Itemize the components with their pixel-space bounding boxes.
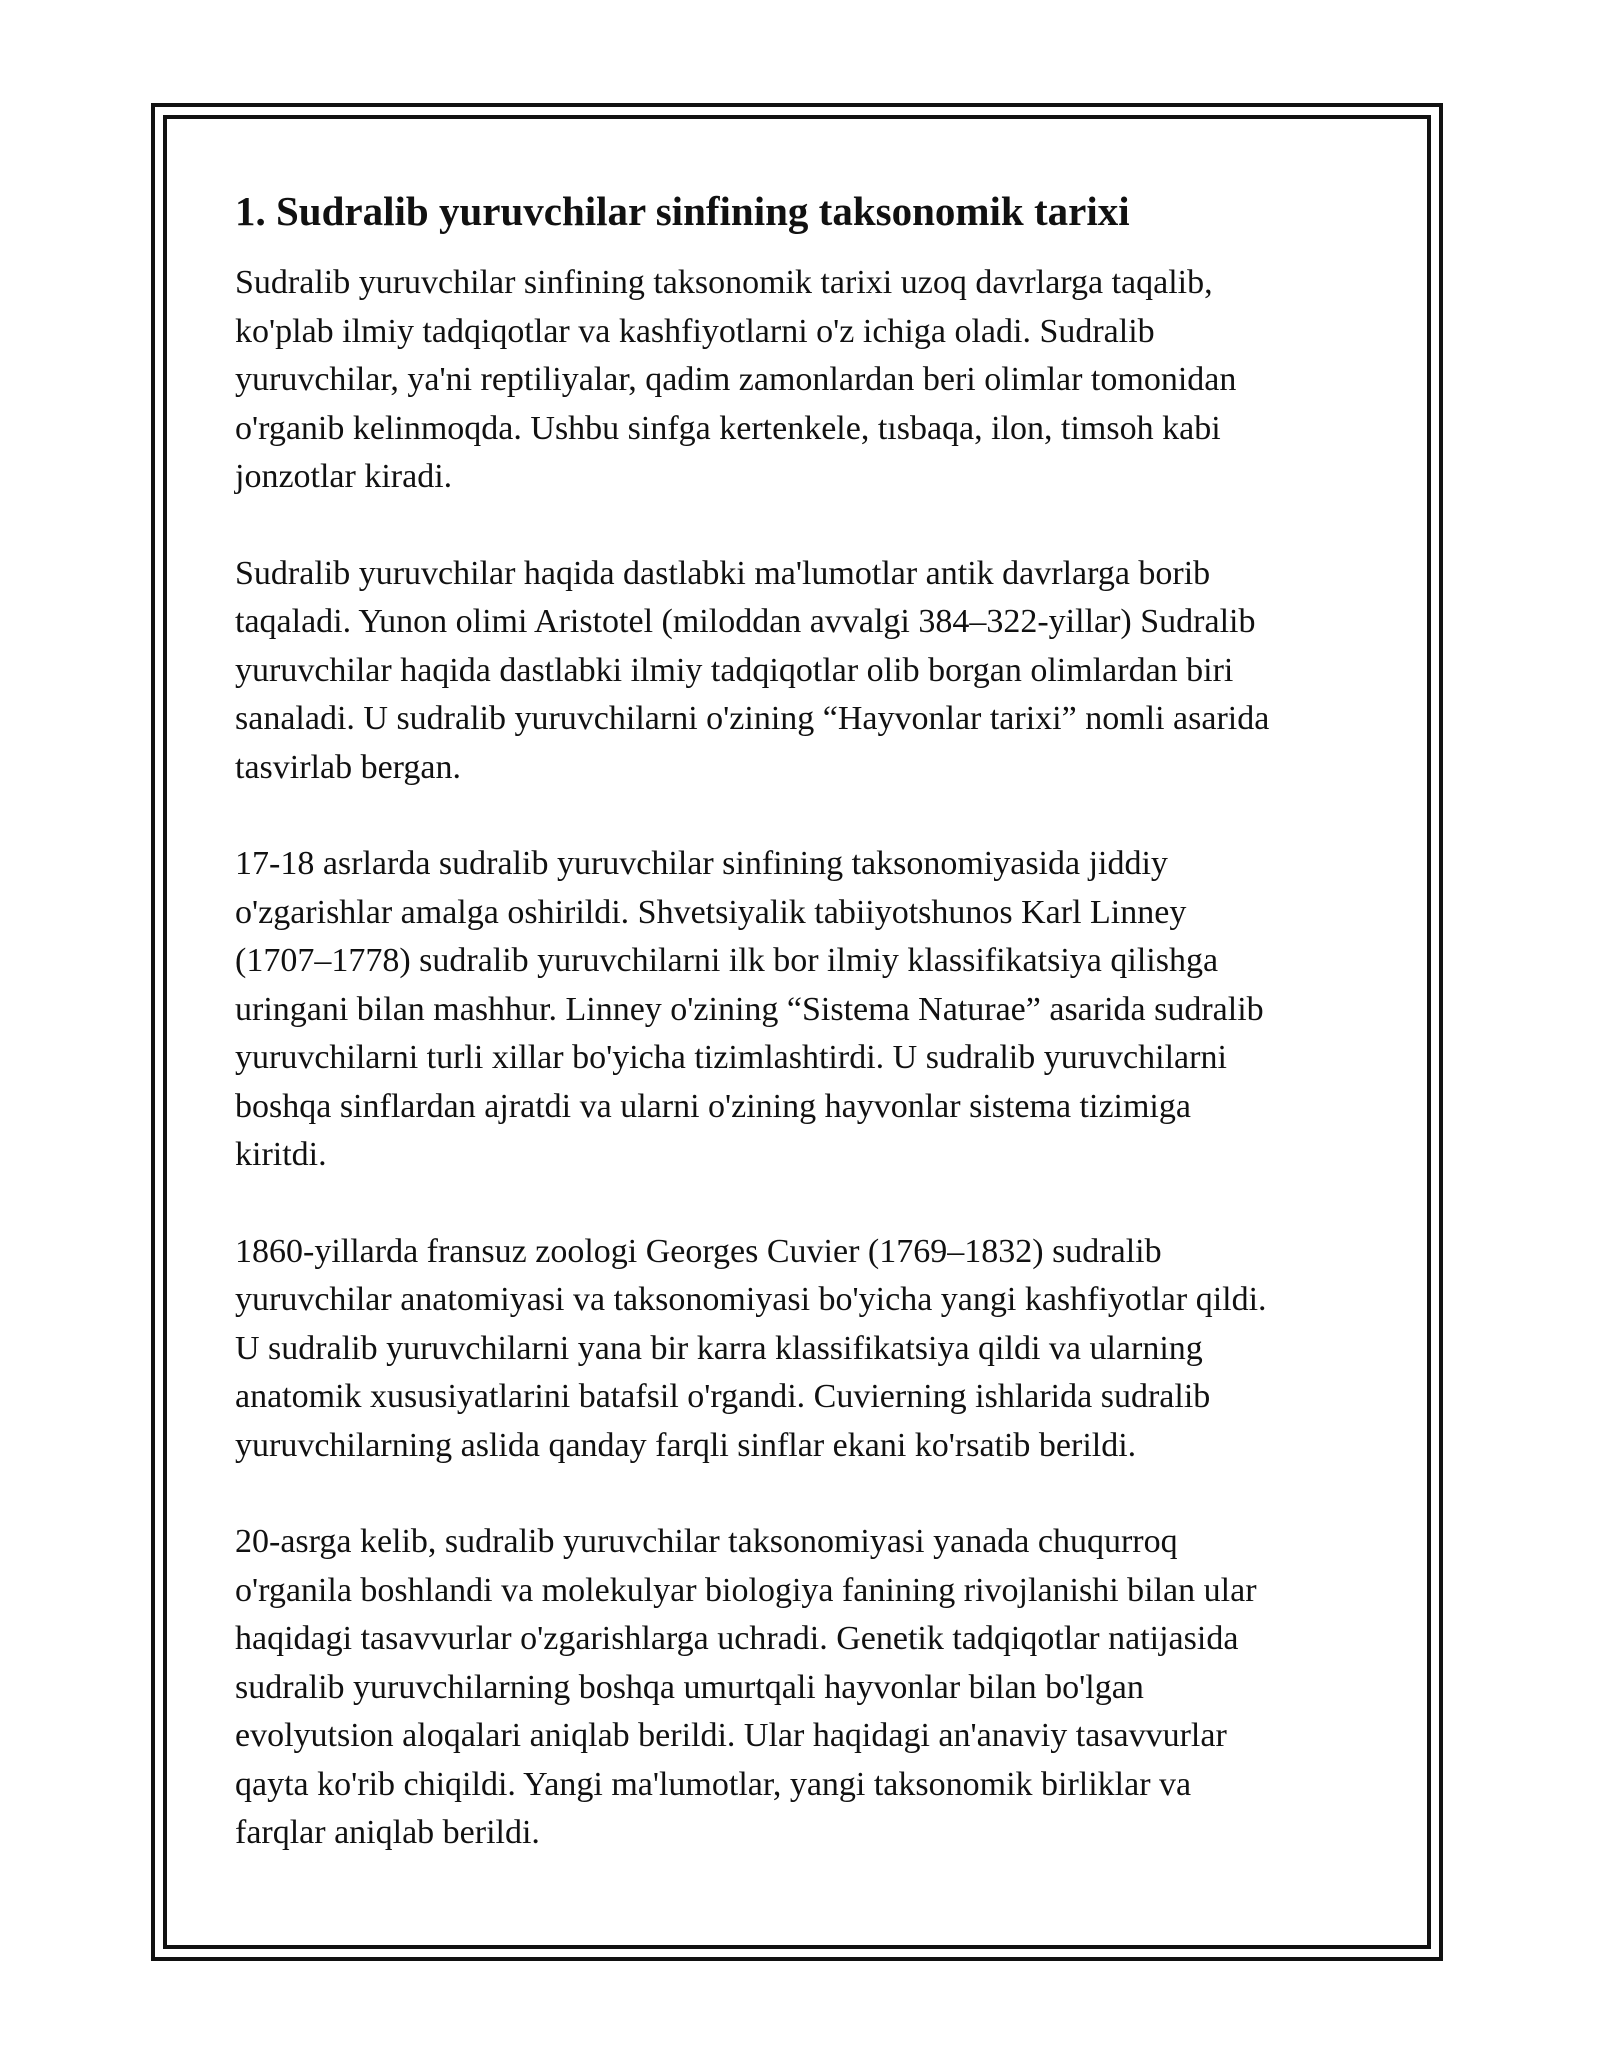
text-line: qayta ko'rib chiqildi. Yangi ma'lumotlar, yangi taksonomik birliklar va: [235, 1765, 1192, 1803]
paragraph-2: [235, 550, 1365, 793]
document-body: [235, 185, 1365, 1906]
text-line: o'rganila boshlandi va molekulyar biologiya fanining rivojlanishi bilan ular: [235, 1571, 1257, 1609]
text-line: taqaladi. Yunon olimi Aristotel (miloddan avvalgi 384–322-yillar) Sudralib: [235, 603, 1256, 640]
paragraph-1: [235, 259, 1365, 502]
text-line: 1860-yillarda fransuz zoologi Georges Cuvier (1769–1832) sudralib: [235, 1232, 1162, 1270]
text-line: boshqa sinflardan ajratdi va ularni o'zining hayvonlar sistema tizimiga: [235, 1087, 1191, 1125]
text-line: sudralib yuruvchilarning boshqa umurtqali hayvonlar bilan bo'lgan: [235, 1668, 1144, 1706]
text-line: kiritdi.: [235, 1136, 327, 1173]
text-line: yuruvchilarni turli xillar bo'yicha tizimlashtirdi. U sudralib yuruvchilarni: [235, 1039, 1227, 1076]
text-line: Sudralib yuruvchilar haqida dastlabki ma'lumotlar antik davrlarga borib: [235, 554, 1211, 592]
section-heading: 1. Sudralib yuruvchilar sinfining taksonomik tarixi: [235, 188, 1130, 234]
text-line: o'zgarishlar amalga oshirildi. Shvetsiyalik tabiiyotshunos Karl Linney: [235, 893, 1187, 931]
text-line: uringani bilan mashhur. Linney o'zining “Sistema Naturae” asarida sudralib: [235, 990, 1264, 1028]
text-line: sanaladi. U sudralib yuruvchilarni o'zining “Hayvonlar tarixi” nomli asarida: [235, 700, 1270, 737]
text-line: farqlar aniqlab berildi.: [235, 1814, 540, 1851]
text-line: evolyutsion aloqalari aniqlab berildi. Ular haqidagi an'anaviy tasavvurlar: [235, 1717, 1227, 1754]
text-line: yuruvchilarning aslida qanday farqli sinflar ekani ko'rsatib berildi.: [235, 1426, 1137, 1464]
text-line: 17-18 asrlarda sudralib yuruvchilar sinfining taksonomiyasida jiddiy: [235, 845, 1168, 882]
text-line: U sudralib yuruvchilarni yana bir karra klassifikatsiya qildi va ularning: [235, 1329, 1203, 1367]
paragraph-5: [235, 1518, 1365, 1858]
text-line: o'rganib kelinmoqda. Ushbu sinfga kertenkele, tısbaqa, ilon, timsoh kabi: [235, 409, 1221, 447]
text-line: anatomik xususiyatlarini batafsil o'rgandi. Cuvierning ishlarida sudralib: [235, 1378, 1211, 1415]
text-line: yuruvchilar anatomiyasi va taksonomiyasi bo'yicha yangi kashfiyotlar qildi.: [235, 1281, 1267, 1318]
text-line: Sudralib yuruvchilar sinfining taksonomik tarixi uzoq davrlarga taqalib,: [235, 264, 1213, 301]
text-line: yuruvchilar haqida dastlabki ilmiy tadqiqotlar olib borgan olimlardan biri: [235, 651, 1234, 689]
paragraph-3: [235, 840, 1365, 1180]
text-line: haqidagi tasavvurlar o'zgarishlarga uchradi. Genetik tadqiqotlar natijasida: [235, 1620, 1239, 1657]
text-line: ko'plab ilmiy tadqiqotlar va kashfiyotlarni o'z ichiga oladi. Sudralib: [235, 312, 1155, 350]
text-line: yuruvchilar, ya'ni reptiliyalar, qadim zamonlardan beri olimlar tomonidan: [235, 361, 1237, 398]
text-line: tasvirlab bergan.: [235, 748, 461, 786]
text-line: jonzotlar kiradi.: [235, 458, 453, 495]
text-line: (1707–1778) sudralib yuruvchilarni ilk bor ilmiy klassifikatsiya qilishga: [235, 942, 1219, 979]
text-line: 20-asrga kelib, sudralib yuruvchilar taksonomiyasi yanada chuqurroq: [235, 1523, 1178, 1560]
paragraph-4: [235, 1228, 1365, 1471]
